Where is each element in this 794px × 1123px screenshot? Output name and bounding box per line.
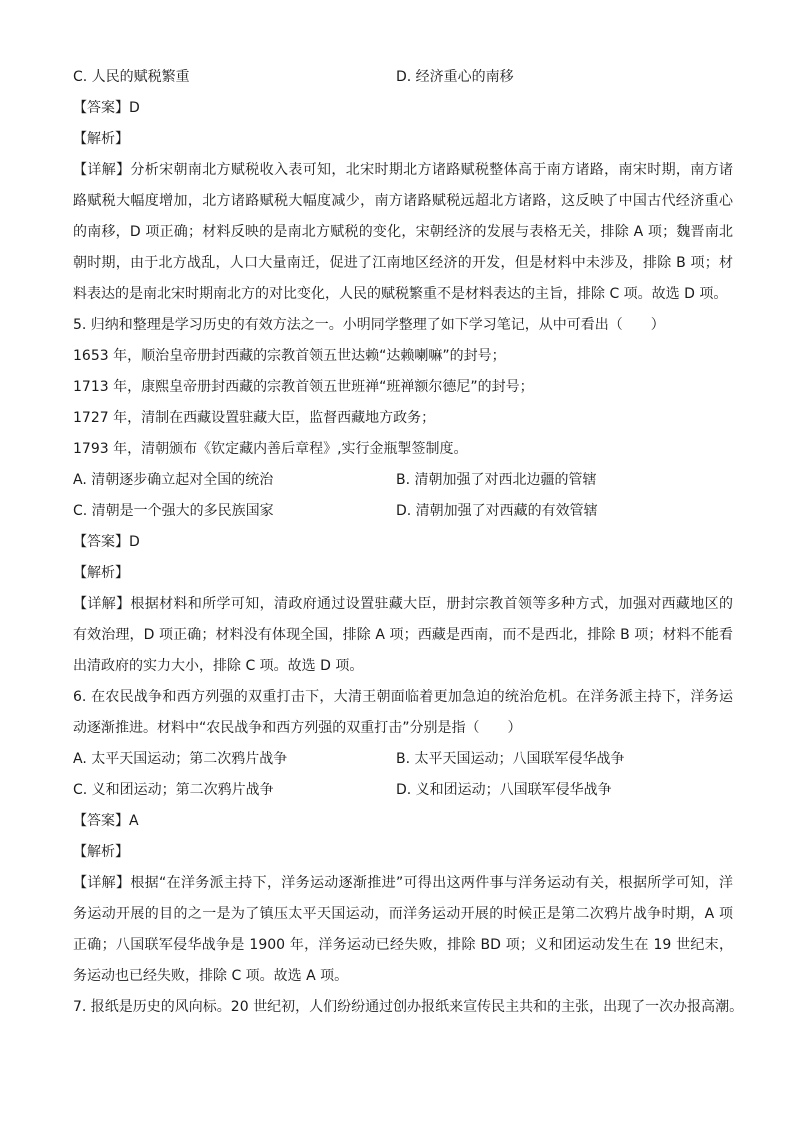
q4-detail-line: 路赋税大幅度增加，北方诸路赋税大幅度减少，南方诸路赋税远超北方诸路，这反映了中国古代经济重心 [73,193,733,209]
q5-option-c: C. 清朝是一个强大的多民族国家 [73,503,274,519]
q6-stem-line: 动逐渐推进。材料中“农民战争和西方列强的双重打击”分别是指（ ） [73,720,522,736]
q5-options-ab [73,465,733,496]
q5-option-b: B. 清朝加强了对西北边疆的管辖 [396,472,597,488]
q6-analysis-heading: 【解析】 [73,844,129,860]
q5-analysis-heading: 【解析】 [73,565,129,581]
q6-option-d: D. 义和团运动；八国联军侵华战争 [396,782,612,798]
q6-options-cd [73,775,733,806]
q5-note: 1727 年，清制在西藏设置驻藏大臣，监督西藏地方政务； [73,410,436,426]
q5-detail-line: 有效治理，D 项正确；材料没有体现全国，排除 A 项；西藏是西南，而不是西北，排除 B 项；材料不能看 [73,627,733,643]
q6-detail-line: 正确；八国联军侵华战争是 1900 年，洋务运动已经失败，排除 BD 项；义和团运动发生在 19 世纪末， [73,937,733,953]
q5-note: 1793 年，清朝颁布《钦定藏内善后章程》,实行金瓶掣签制度。 [73,441,468,457]
q6-option-a: A. 太平天国运动；第二次鸦片战争 [73,751,288,767]
q5-detail-line: 【详解】根据材料和所学可知，清政府通过设置驻藏大臣，册封宗教首领等多种方式，加强对西藏地区的 [73,596,733,612]
q6-options-ab [73,744,733,775]
q5-option-a: A. 清朝逐步确立起对全国的统治 [73,472,274,488]
q6-detail-line: 【详解】根据“在洋务派主持下，洋务运动逐渐推进”可得出这两件事与洋务运动有关，根据所学可知，洋 [73,875,733,891]
q6-option-c: C. 义和团运动；第二次鸦片战争 [73,782,274,798]
q5-stem: 5. 归纳和整理是学习历史的有效方法之一。小明同学整理了如下学习笔记，从中可看出（ ） [73,317,665,333]
q4-analysis-heading: 【解析】 [73,131,129,147]
q5-note: 1653 年，顺治皇帝册封西藏的宗教首领五世达赖“达赖喇嘛”的封号； [73,348,506,364]
q5-option-d: D. 清朝加强了对西藏的有效管辖 [396,503,598,519]
q6-answer: 【答案】A [73,813,139,829]
q6-detail-line: 务运动开展的目的之一是为了镇压太平天国运动，而洋务运动开展的时候正是第二次鸦片战争时期，A 项 [73,906,733,922]
q4-options-cd [73,62,733,93]
q5-options-cd [73,496,733,527]
q7-stem: 7. 报纸是历史的风向标。20 世纪初，人们纷纷通过创办报纸来宣传民主共和的主张，出现了一次办报高潮。 [73,999,744,1015]
q4-option-d: D. 经济重心的南移 [396,69,514,85]
q4-detail-line: 的南移，D 项正确；材料反映的是南北方赋税的变化，宋朝经济的发展与表格无关，排除 A 项；魏晋南北 [73,224,733,240]
q4-detail-line: 料表达的是南北宋时期南北方的对比变化，人民的赋税繁重不是材料表达的主旨，排除 C 项。故选 D 项。 [73,286,728,302]
q5-detail-line: 出清政府的实力大小，排除 C 项。故选 D 项。 [73,658,364,674]
q5-answer: 【答案】D [73,534,140,550]
q4-option-c: C. 人民的赋税繁重 [73,69,190,85]
q6-option-b: B. 太平天国运动；八国联军侵华战争 [396,751,625,767]
document-page [73,62,744,1023]
q4-answer: 【答案】D [73,100,140,116]
q6-detail-line: 务运动也已经失败，排除 C 项。故选 A 项。 [73,968,349,984]
q4-detail-line: 【详解】分析宋朝南北方赋税收入表可知，北宋时期北方诸路赋税整体高于南方诸路，南宋时期，南方诸 [73,162,733,178]
q5-note: 1713 年，康熙皇帝册封西藏的宗教首领五世班禅“班禅额尔德尼”的封号； [73,379,534,395]
q6-stem-line: 6. 在农民战争和西方列强的双重打击下，大清王朝面临着更加急迫的统治危机。在洋务派主持下，洋务运 [73,689,733,705]
q4-detail-line: 朝时期，由于北方战乱，人口大量南迁，促进了江南地区经济的开发，但是材料中未涉及，排除 B 项；材 [73,255,733,271]
